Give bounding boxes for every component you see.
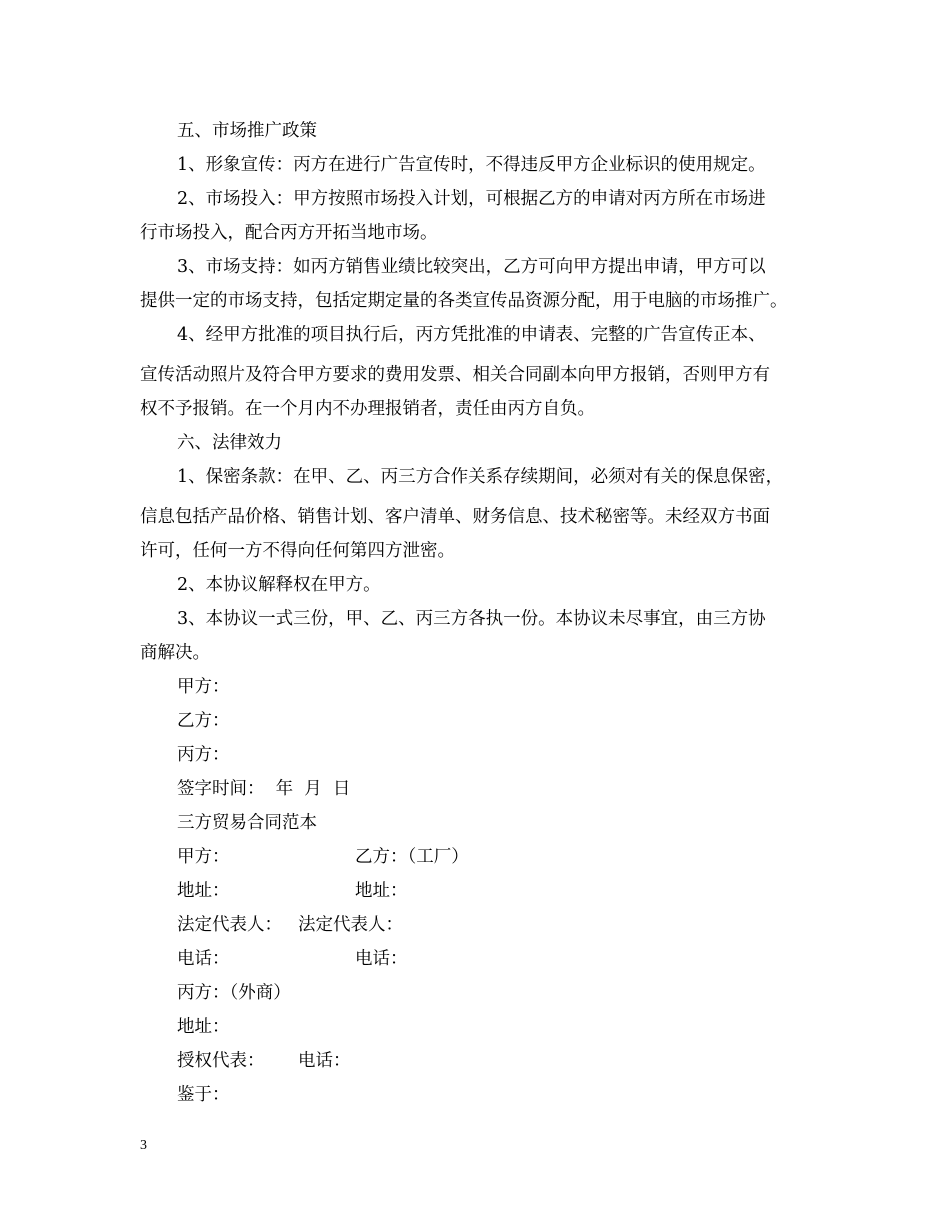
whereas-clause: 鉴于： bbox=[177, 1085, 230, 1105]
signature-party-c: 丙方： bbox=[177, 745, 230, 765]
signature-date: 签字时间： 年 月 日 bbox=[177, 779, 351, 799]
section-5-clause-4-line-1: 4、经甲方批准的项目执行后，丙方凭批准的申请表、完整的广告宣传正本、 bbox=[177, 325, 766, 345]
party-c-phone: 电话： bbox=[298, 1051, 351, 1071]
section-5-clause-4-line-3: 权不予报销。在一个月内不办理报销者，责任由丙方自负。 bbox=[140, 399, 595, 419]
party-b-label: 乙方：（工厂） bbox=[355, 847, 469, 867]
section-5-heading: 五、市场推广政策 bbox=[177, 121, 317, 141]
section-5-clause-2-line-2: 行市场投入，配合丙方开拓当地市场。 bbox=[140, 223, 438, 243]
party-c-address: 地址： bbox=[177, 1017, 230, 1037]
contract-title: 三方贸易合同范本 bbox=[177, 813, 317, 833]
section-5-clause-3-line-2: 提供一定的市场支持，包括定期定量的各类宣传品资源分配，用于电脑的市场推广。 bbox=[140, 291, 788, 311]
party-a-legal-rep: 法定代表人： bbox=[177, 915, 282, 935]
party-a-phone: 电话： bbox=[177, 949, 230, 969]
party-b-address: 地址： bbox=[355, 881, 408, 901]
section-6-clause-1-line-2: 信息包括产品价格、销售计划、客户清单、财务信息、技术秘密等。未经双方书面 bbox=[140, 507, 770, 527]
party-a-address: 地址： bbox=[177, 881, 230, 901]
signature-party-a: 甲方： bbox=[177, 677, 230, 697]
section-6-heading: 六、法律效力 bbox=[177, 433, 282, 453]
section-6-clause-2: 2、本协议解释权在甲方。 bbox=[177, 575, 381, 595]
section-6-clause-1-line-3: 许可，任何一方不得向任何第四方泄密。 bbox=[140, 541, 455, 561]
section-5-clause-2-line-1: 2、市场投入：甲方按照市场投入计划，可根据乙方的申请对丙方所在市场进 bbox=[177, 189, 766, 209]
section-6-clause-3-line-2: 商解决。 bbox=[140, 643, 210, 663]
party-b-phone: 电话： bbox=[355, 949, 408, 969]
party-b-legal-rep: 法定代表人： bbox=[298, 915, 403, 935]
section-5-clause-3-line-1: 3、市场支持：如丙方销售业绩比较突出，乙方可向甲方提出申请，甲方可以 bbox=[177, 257, 766, 277]
page-number: 3 bbox=[140, 1138, 147, 1153]
party-c-label: 丙方：（外商） bbox=[177, 983, 291, 1003]
section-5-clause-4-line-2: 宣传活动照片及符合甲方要求的费用发票、相关合同副本向甲方报销，否则甲方有 bbox=[140, 365, 770, 385]
section-6-clause-3-line-1: 3、本协议一式三份，甲、乙、丙三方各执一份。本协议未尽事宜，由三方协 bbox=[177, 609, 766, 629]
section-5-clause-1: 1、形象宣传：丙方在进行广告宣传时，不得违反甲方企业标识的使用规定。 bbox=[177, 155, 766, 175]
party-c-authorized-rep: 授权代表： bbox=[177, 1051, 265, 1071]
party-a-label: 甲方： bbox=[177, 847, 230, 867]
signature-party-b: 乙方： bbox=[177, 711, 230, 731]
section-6-clause-1-line-1: 1、保密条款：在甲、乙、丙三方合作关系存续期间，必须对有关的保息保密， bbox=[177, 467, 784, 487]
